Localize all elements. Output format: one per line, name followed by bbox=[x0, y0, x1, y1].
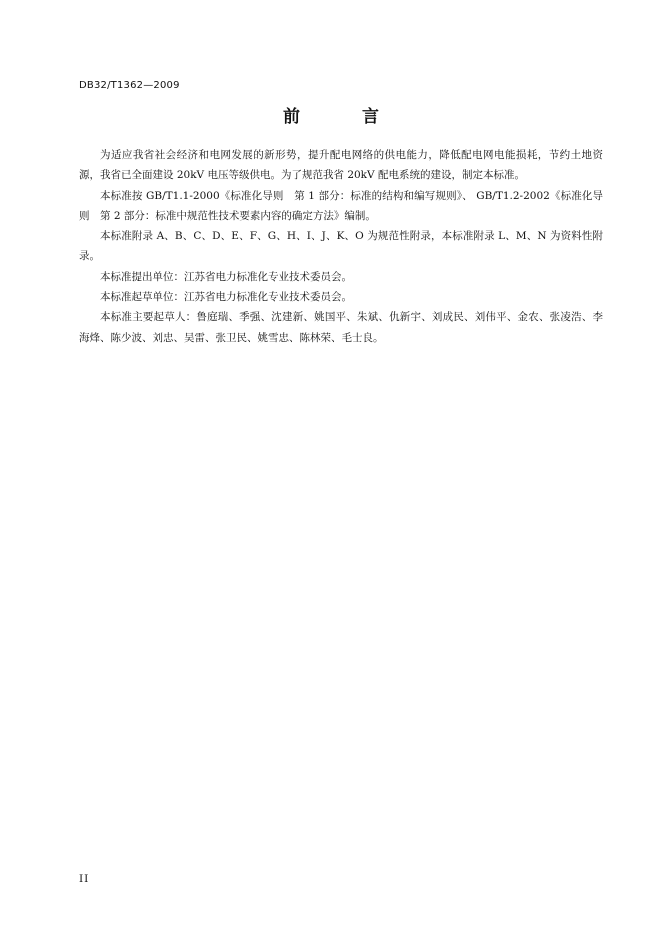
paragraph-drafting-basis: 本标准按 GB/T1.1-2000《标准化导则 第 1 部分：标准的结构和编写规则》、 GB/T1.2-2002《标准化导则 第 2 部分：标准中规范性技术要素内容的确定方法》编制。 bbox=[79, 189, 603, 222]
page-title: 前 言 bbox=[283, 107, 407, 127]
paragraph-drafters: 本标准主要起草人：鲁庭瑞、季强、沈建新、姚国平、朱斌、仇新宇、刘成民、刘伟平、金农、张凌浩、李海烽、陈少波、刘忠、吴雷、张卫民、姚雪忠、陈林荣、毛士良。 bbox=[79, 311, 603, 344]
page-number: II bbox=[79, 873, 90, 885]
paragraph-purpose: 为适应我省社会经济和电网发展的新形势，提升配电网络的供电能力，降低配电网电能损耗，节约土地资源，我省已全面建设 20kV 电压等级供电。为了规范我省 20kV 配电系统的建设，制定本标准。 bbox=[79, 149, 603, 182]
paragraph-appendices: 本标准附录 A、B、C、D、E、F、G、H、I、J、K、O 为规范性附录，本标准附录 L、M、N 为资料性附录。 bbox=[79, 230, 603, 263]
standard-code: DB32/T1362—2009 bbox=[79, 80, 180, 91]
paragraph-drafting-unit: 本标准起草单位：江苏省电力标准化专业技术委员会。 bbox=[100, 291, 352, 304]
foreword-body bbox=[79, 145, 603, 348]
paragraph-proposing-unit: 本标准提出单位：江苏省电力标准化专业技术委员会。 bbox=[100, 270, 352, 283]
